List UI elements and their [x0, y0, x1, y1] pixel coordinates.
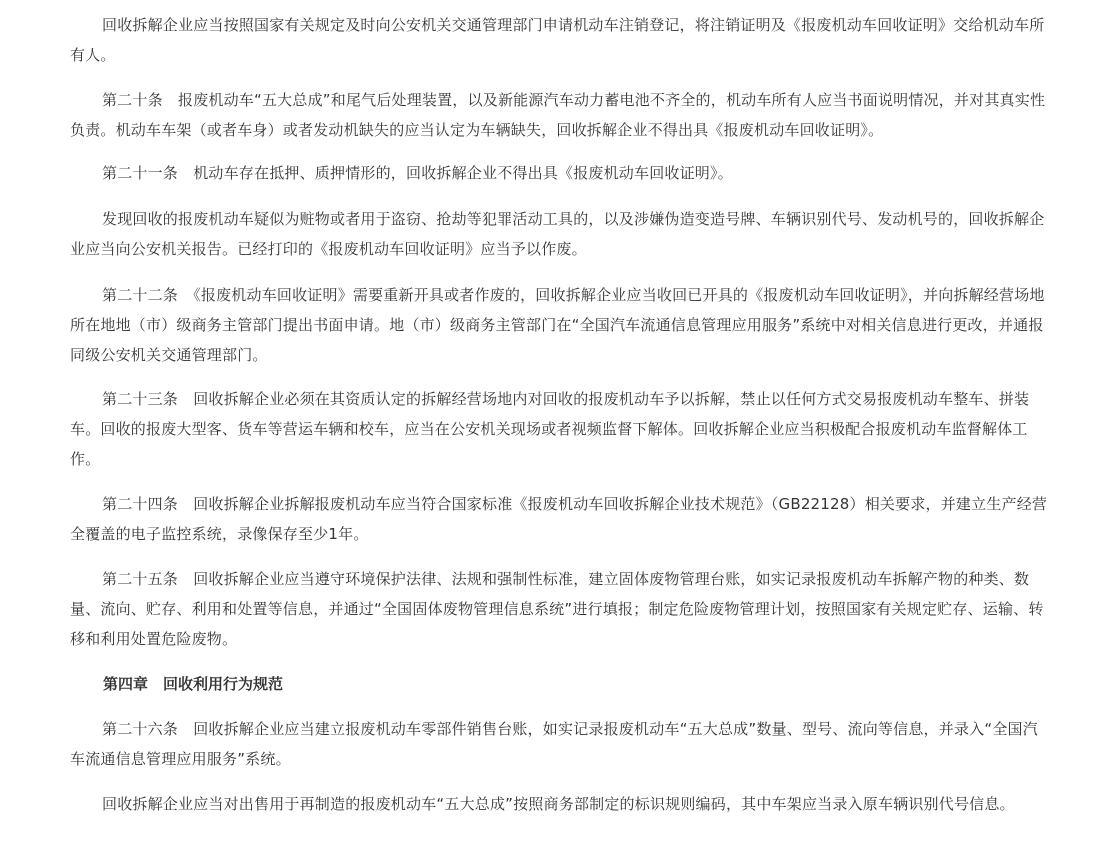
paragraph-deregistration: 回收拆解企业应当按照国家有关规定及时向公安机关交通管理部门申请机动车注销登记，将注销证明及《报废机动车回收证明》交给机动车所有人。	[70, 16, 1045, 64]
paragraph-article-21: 第二十一条 机动车存在抵押、质押情形的，回收拆解企业不得出具《报废机动车回收证明》。	[102, 164, 733, 182]
paragraph-suspected-stolen: 发现回收的报废机动车疑似为赃物或者用于盗窃、抢劫等犯罪活动工具的，以及涉嫌伪造变造号牌、车辆识别代号、发动机号的，回收拆解企业应当向公安机关报告。已经打印的《报废机动车回收证明》应当予以作废。	[70, 210, 1045, 258]
paragraph-article-22: 第二十二条 《报废机动车回收证明》需要重新开具或者作废的，回收拆解企业应当收回已开具的《报废机动车回收证明》，并向拆解经营场地所在地地（市）级商务主管部门提出书面申请。地（市）级商务主管部门在“全国汽车流通信息管理应用服务”系统中对相关信息进行更改，并通报同级公安机关交通管理部门。	[70, 286, 1045, 364]
paragraph-article-26: 第二十六条 回收拆解企业应当建立报废机动车零部件销售台账，如实记录报废机动车“五大总成”数量、型号、流向等信息，并录入“全国汽车流通信息管理应用服务”系统。	[70, 720, 1038, 768]
paragraph-article-23: 第二十三条 回收拆解企业必须在其资质认定的拆解经营场地内对回收的报废机动车予以拆解，禁止以任何方式交易报废机动车整车、拼装车。回收的报废大型客、货车等营运车辆和校车，应当在公安机关现场或者视频监督下解体。回收拆解企业应当积极配合报废机动车监督解体工作。	[70, 390, 1030, 468]
paragraph-remanufacture-coding: 回收拆解企业应当对出售用于再制造的报废机动车“五大总成”按照商务部制定的标识规则编码，其中车架应当录入原车辆识别代号信息。	[102, 795, 1015, 813]
paragraph-article-24: 第二十四条 回收拆解企业拆解报废机动车应当符合国家标准《报废机动车回收拆解企业技术规范》（GB22128）相关要求，并建立生产经营全覆盖的电子监控系统，录像保存至少1年。	[70, 495, 1048, 543]
paragraph-article-20: 第二十条 报废机动车“五大总成”和尾气后处理装置，以及新能源汽车动力蓄电池不齐全的，机动车所有人应当书面说明情况，并对其真实性负责。机动车车架（或者车身）或者发动机缺失的应当认定为车辆缺失，回收拆解企业不得出具《报废机动车回收证明》。	[70, 91, 1046, 139]
chapter-heading: 第四章 回收利用行为规范	[103, 675, 284, 693]
paragraph-article-25: 第二十五条 回收拆解企业应当遵守环境保护法律、法规和强制性标准，建立固体废物管理台账，如实记录报废机动车拆解产物的种类、数量、流向、贮存、利用和处置等信息，并通过“全国固体废物管理信息系统”进行填报；制定危险废物管理计划，按照国家有关规定贮存、运输、转移和利用处置危险废物。	[70, 570, 1044, 648]
